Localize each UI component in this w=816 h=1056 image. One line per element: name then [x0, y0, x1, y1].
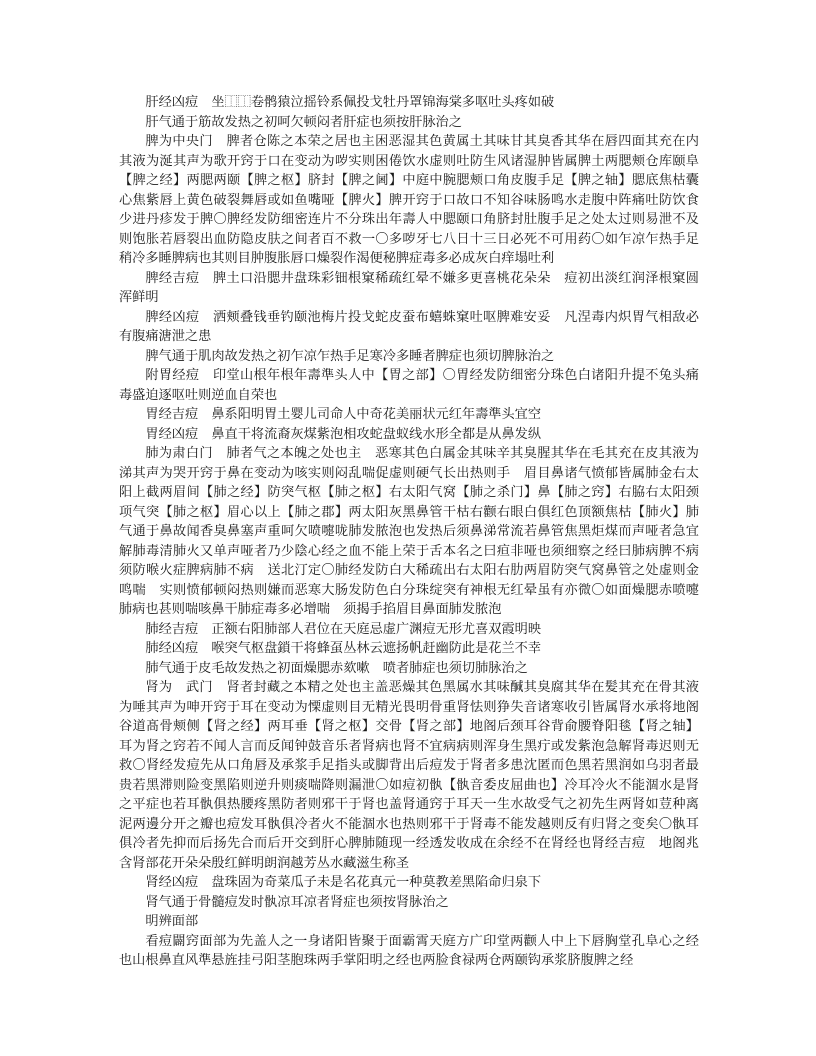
paragraph: 肺为肃白门 肺者气之本魄之处也主 恶寒其色白属金其味辛其臭腥其华在毛其充在皮其液为涕其声为哭开窍于鼻在变动为咳实则闷乱喘促虚则硬气长出热则手 眉目鼻诸气愤郁皆属肺金右太阳上截两眉间【肺之经】防突气枢【肺之枢】右太阳气窝【肺之杀门】鼻【肺之窍】右脇右太阳颈项气突【肺之枢】眉心以上【肺之郡】两太阳灰黑鼻管干枯右颧右眼白俱红色顶额焦枯【肺火】肺气通于鼻故闻香臭鼻塞声重呵欠喷嚏咙肺发脓泡也发热后须鼻涕常流若鼻管焦黑炬煤而声哑者急宜解肺毒清肺火又单声哑者乃少陰心经之血不能上荣于舌本名之曰疸非哑也须细察之经曰肺病脾不病须防喉火症脾病肺不病 送北汀定〇肺经发防白大稀疏出右太阳右肋两眉防突气窝鼻管之处虚则金鸣喘 实则愤郁顿闷热则嫌而恶寒大肠发防色白分珠绽突有神根无红晕虽有亦微〇如面燥腮赤喷嚏肺病也甚则喘咳鼻干肺症毒多必增喘 须揭手掐眉目鼻面肺发脓泡 [119, 446, 699, 617]
paragraph: 看痘闢窍面部为先盖人之一身诸阳皆聚于面霸霄天庭方广印堂两颧人中上下唇胸堂孔阜心之经也山根鼻直风準悬旌挂弓阳茎胞珠两手掌阳明之经也两脸食禄两仓两颐钩承浆脐腹脾之经 [119, 933, 699, 968]
paragraph: 肺经凶痘 喉突气枢盘鎖干将蜂虿丛林云遮扬帆赶幽防此是花兰不幸 [145, 641, 542, 656]
paragraph: 脾经吉痘 脾土口沿腮井盘珠彩钿根窠稀疏红晕不嫌多更喜桃花朵朵 痘初出淡红润泽根窠圆浑鲜明 [119, 270, 699, 305]
paragraph: 肺气通于皮毛故发热之初面燥腮赤欬嗽 喷者肺症也须切肺脉治之 [145, 660, 528, 676]
paragraph: 肾经凶痘 盘珠固为奇菜瓜子未是名花真元一种莫教差黑陷命归泉下 [145, 875, 542, 890]
paragraph: 肺经吉痘 正额右阳肺部人君位在天庭忌虚广渊痘无形尤喜双霞明映 [145, 621, 542, 637]
paragraph: 胃经吉痘 鼻系阳明胃土婴儿司命人中奇花美丽状元红年壽準头宜空 [145, 407, 542, 422]
paragraph: 肾气通于骨髓痘发时骫凉耳凉者肾症也须按肾脉治之 [145, 894, 449, 910]
paragraph: 脾气通于肌肉故发热之初乍凉乍热手足寒冷多睡者脾症也须切脾脉治之 [145, 348, 555, 364]
paragraph: 肝气通于筋故发热之初呵欠顿闷者肝症也须按肝脉治之 [145, 114, 462, 130]
paragraph: 附胃经痘 印堂山根年根年壽準头人中【胃之部】〇胃经发防细密分珠色白诸阳升提不兔头痛毒盛迫逐呕吐则逆血自荣也 [119, 368, 699, 403]
paragraph: 脾经凶痘 洒颊叠钱垂钓颐池梅片投戈蛇皮蚕布蟢蛛窠吐呕脾难安妥 凡涅毒内炽胃气相敌必有腹痛溏泄之患 [119, 309, 699, 344]
section-heading: 明辨面部 [145, 914, 199, 929]
document-page [119, 93, 699, 971]
paragraph: 胃经凶痘 鼻直干将流裔灰煤紫泡相攻蛇盘蚁线水形全都是从鼻发纵 [145, 426, 542, 442]
paragraph: 肾为 武门 肾者封藏之本精之处也主盖恶燥其色黑属水其味醎其臭腐其华在髪其充在骨其液为唾其声为呻开窍于耳在变动为慄虚则目无精光畏明骨重肾怯则狰失音诸寒收引皆属肾水承将地阁谷道髙骨颊侧【肾之经】两耳垂【肾之枢】交骨【肾之部】地阁后颈耳谷背俞腰脊阳毯【肾之轴】耳为肾之窍若不闻人言而反闻钟鼓音乐者肾病也肾不宜病病则浑身生黑疔或发紫泡急解肾毒迟则无救〇肾经发痘先从口角唇及承浆手足指头或脚背出后痘发于肾者多患沈匿而色黑若黑润如乌羽者最贵若黑滞则险变黑陷则逆升则痰喘降则漏泄〇如痘初骫【骫音委皮屈曲也】冷耳冷火不能涸水是肾之平症也若耳骫俱热腰疼黑防者则邪干于肾也盖肾通窍于耳天一生水故受气之初先生两肾如荳种离泥两邊分开之瓣也痘发耳骫俱冷者火不能涸水也热则邪干于肾毒不能发越则反有归肾之变矣〇骫耳俱冷者先抑而后扬先合而后开交到肝心脾肺随现一经透发收成在余经不在肾经也肾经吉痘 地阁兆含肾部花开朵朵殷红鲜明朗润越芳丛水藏滋生称圣 [119, 680, 699, 871]
paragraph: 脾为中央门 脾者仓陈之本荣之居也主困恶湿其色黄属土其味甘其臭香其华在唇四面其充在内其液为涎其声为歌开窍于口在变动为哕实则困倦饮水虚则吐防生风诸湿肿皆属脾土两腮颊仓库颐阜【脾之经】两腮两颐【脾之枢】脐封【脾之阃】中庭中腕腮颊口角皮腹手足【脾之轴】腮底焦枯囊心焦紫唇上黄色破裂舞唇或如鱼嘴哑【脾火】脾开窍于口故口不知谷味肠鸣水走腹中阵痛吐防饮食少进丹疹发于脾〇脾经发防细密连片不分珠出年壽人中腮颐口角脐封肚腹手足之处太过则易泄不及则饱胀若唇裂出血防隐皮肤之间者百不救一〇多哕牙七八日十三日必死不可用药〇如乍凉乍热手足稍冷多睡脾病也其则目肿腹胀唇口燥裂作渴便秘脾症毒多必成灰白痒塌吐利 [119, 134, 699, 266]
paragraph: 肝经凶痘 坐⿰⿰卷鹘猿泣摇铃系佩投戈牡丹罩锦海棠多呕吐头疼如破 [145, 95, 555, 110]
